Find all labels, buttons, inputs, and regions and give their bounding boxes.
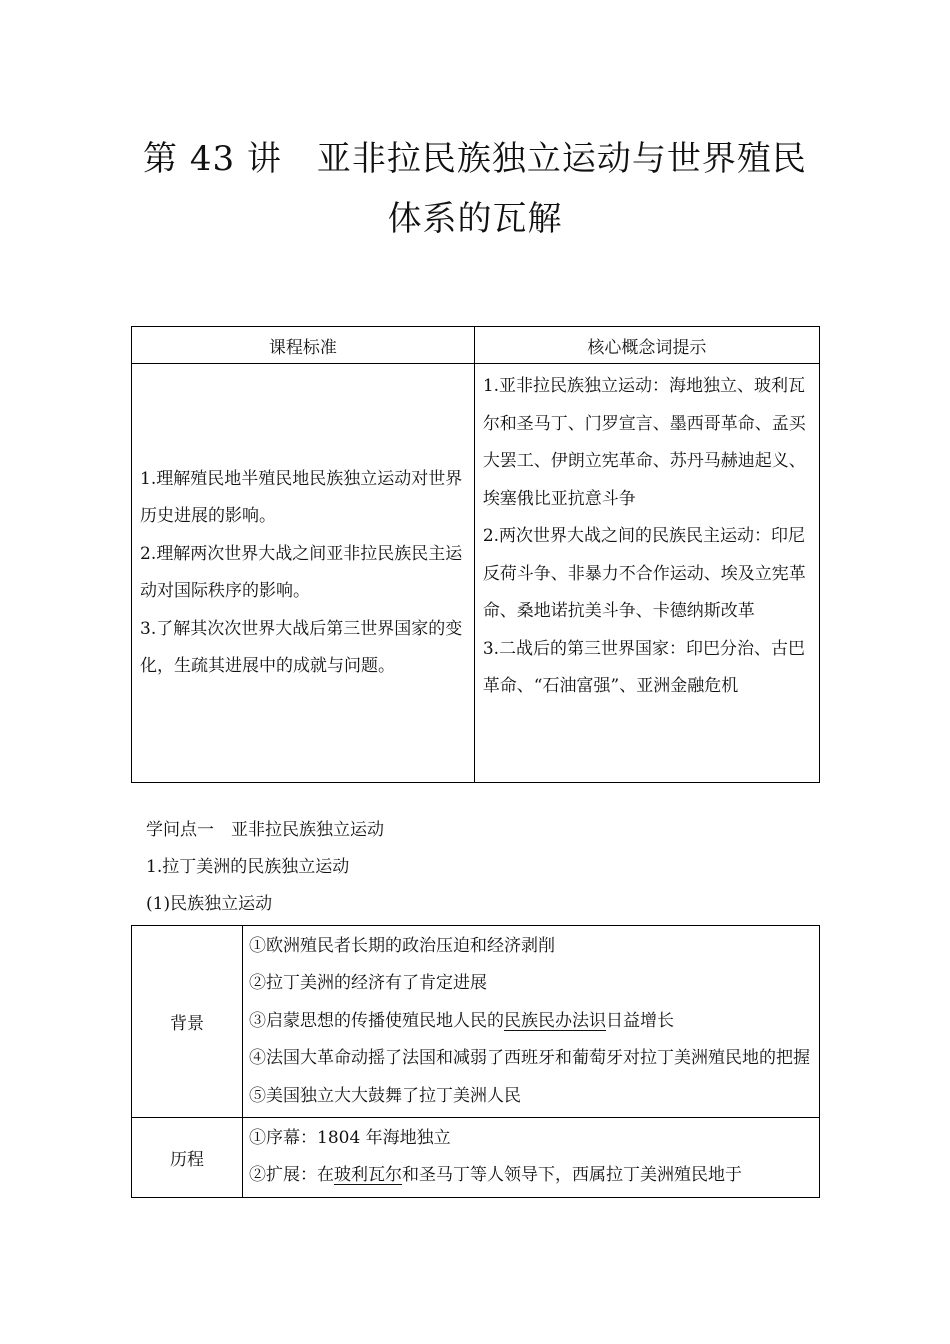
standard-item: 2.理解两次世界大战之间亚非拉民族民主运动对国际秩序的影响。 — [140, 543, 463, 601]
history-content — [243, 1118, 820, 1198]
page-title-line-2: 体系的瓦解 — [387, 199, 563, 239]
header-course-standards: 课程标准 — [132, 327, 475, 364]
core-concepts-cell — [474, 364, 819, 783]
header-core-concepts: 核心概念词提示 — [474, 327, 819, 364]
history-label: 历程 — [132, 1118, 243, 1198]
background-item: ②拉丁美洲的经济有了肯定进展 — [249, 973, 487, 994]
independence-movement-table — [131, 925, 820, 1198]
background-item: ①欧洲殖民者长期的政治压迫和经济剥削 — [249, 936, 555, 956]
standard-item: 3.了解其次次世界大战后第三世界国家的变化，生疏其进展中的成就与问题。 — [140, 618, 463, 676]
underlined-term: 玻利瓦尔 — [334, 1165, 402, 1186]
underlined-term: 民族民办法识 — [504, 1010, 606, 1031]
background-item: ⑤美国独立大大鼓舞了拉丁美洲人民 — [249, 1085, 521, 1106]
curriculum-standards-table — [131, 326, 820, 783]
subsection-heading: (1)民族独立运动 — [146, 894, 273, 914]
background-item: ④法国大革命动摇了法国和减弱了西班牙和葡萄牙对拉丁美洲殖民地的把握 — [249, 1048, 810, 1069]
course-standards-cell — [132, 364, 475, 783]
concept-item: 1.亚非拉民族独立运动：海地独立、玻利瓦尔和圣马丁、门罗宣言、墨西哥革命、孟买大罢工、伊朗立宪革命、苏丹马赫迪起义、埃塞俄比亚抗意斗争 — [482, 376, 806, 509]
section-heading: 学问点一 亚非拉民族独立运动 — [146, 820, 384, 840]
subsection-heading: 1.拉丁美洲的民族独立运动 — [146, 857, 350, 877]
page-title-line-1: 第 43 讲 亚非拉民族独立运动与世界殖民 — [143, 139, 807, 179]
background-label: 背景 — [132, 926, 243, 1118]
history-item: ②扩展：在玻利瓦尔和圣马丁等人领导下，西属拉丁美洲殖民地于 — [249, 1165, 742, 1186]
background-content — [243, 926, 820, 1118]
concept-item: 3.二战后的第三世界国家：印巴分治、古巴革命、“石油富强”、亚洲金融危机 — [482, 638, 806, 696]
background-item: ③启蒙思想的传播使殖民地人民的民族民办法识日益增长 — [249, 1010, 674, 1031]
concept-item: 2.两次世界大战之间的民族民主运动：印尼反荷斗争、非暴力不合作运动、埃及立宪革命、桑地诺抗美斗争、卡德纳斯改革 — [482, 526, 806, 621]
standard-item: 1.理解殖民地半殖民地民族独立运动对世界历史进展的影响。 — [140, 468, 463, 526]
history-item: ①序幕：1804 年海地独立 — [249, 1128, 451, 1149]
